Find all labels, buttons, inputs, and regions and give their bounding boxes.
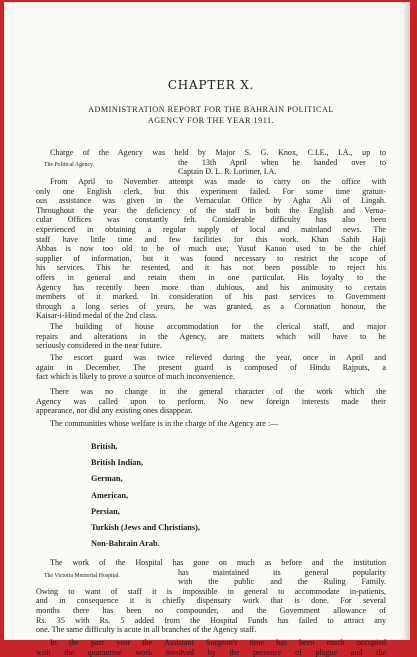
assistant-line: with the quarantine work involved by the presence of plague and the [36, 647, 386, 657]
sidenote-victoria-hospital: The Victoria Memorial Hospital. [44, 572, 120, 579]
april-line: Kaisar-i-Hind medal of the 2nd class. [36, 311, 158, 321]
charge-line-1: Charge of the Agency was held by Major S. G. Knox, C.I.E., I.A., up to [50, 148, 386, 157]
paragraph-hospital [36, 558, 386, 635]
community-item: Turkish (Jews and Christians), [91, 522, 200, 532]
hospital-line: months there has been no compounder, and the Government allowance of [36, 605, 386, 615]
building-line: repairs and alterations in the Agency, are matters which will have to be [36, 331, 386, 341]
report-title [36, 105, 386, 126]
charge-line-3: Captain D. L. R. Lorimer, I.A. [178, 167, 277, 177]
april-line: only one English clerk, but this experiment failed. For some time gratuit- [36, 186, 386, 196]
charge-with-sidenote [36, 158, 386, 177]
hospital-line: The work of the Hospital has gone on much as before and the institution [50, 558, 386, 567]
april-line: Abbas is now too old to be of much use; Yusuf Kanoo used to be the chief [36, 244, 386, 254]
sidenote-political-agency: The Political Agency. [44, 161, 95, 168]
escort-line: again in December. The present guard is composed of Hindu Rajputs, a [36, 362, 386, 372]
charge-line-2: the 13th April when he handed over to [178, 157, 386, 167]
hospital-line: with the public and the Ruling Family. [178, 577, 386, 587]
no-change-line: There was no change in the general character of the work which the [50, 387, 386, 396]
hospital-line: one. The same difficulty is acute in all branches of the Agency staff. [36, 625, 257, 635]
page-gutter [404, 2, 410, 640]
april-line: From April to November attempt was made to carry on the office with [50, 177, 386, 186]
community-item: Non-Bahrain Arab. [91, 539, 160, 549]
paragraph-assistant [36, 638, 386, 657]
community-item: British, [91, 442, 118, 451]
april-line: cular Offices was constantly felt. Considerable difficulty has also been [36, 215, 386, 225]
april-line: supplier of information, but it was found necessary to restrict the scope of [36, 253, 386, 263]
april-line: through a long series of years, he was granted, as a Coronation honour, the [36, 301, 386, 311]
community-item: American, [91, 490, 129, 500]
escort-line: The escort guard was twice relieved during the year, once in April and [50, 353, 386, 362]
escort-line: fact which is likely to prove a source of much inconvenience. [36, 372, 235, 382]
no-change-line: Agency was called upon to perform. No new foreign interests made their [36, 396, 386, 406]
april-line: his services. This he resented, and it has not been possible to reject his [36, 263, 386, 273]
community-item: German, [91, 474, 123, 484]
april-line: members of it marked. In consideration of his past services to Government [36, 292, 386, 302]
book-page [4, 2, 410, 657]
assistant-line: In the past year the Assistant Surgeon's time has been much occupied [50, 638, 386, 647]
paragraph-escort [36, 353, 386, 382]
community-item: British Indian, [91, 458, 144, 468]
no-change-line: appearance, nor did any existing ones disappear. [36, 406, 193, 416]
hospital-line: and in consequence it is chiefly dispensary work that is done. For several [36, 596, 386, 606]
april-line: ous assistance was given in the Vernacular Office by Agha Ali of Lingah. [36, 196, 386, 206]
report-title-line-2: AGENCY FOR THE YEAR 1911. [147, 115, 275, 125]
building-line: seriously considered in the near future. [36, 341, 162, 351]
april-line: experienced in obtaining a regular supply of local and mainland news. The [36, 224, 386, 234]
paragraph-communities: The communities whose welfare is in the charge of the Agency are :— [50, 419, 279, 428]
report-title-line-1: ADMINISTRATION REPORT FOR THE BAHRAIN POLITICAL [88, 105, 334, 114]
hospital-line: has maintained its general popularity [178, 567, 386, 577]
hospital-line: Rs. 35 with Rs. 5 added from the Hospital Funds has failed to attract any [36, 615, 386, 625]
april-line: Throughout the year the deficiency of the staff in both the English and Verna- [36, 205, 386, 215]
building-line: The building of house accommodation for the clerical staff, and major [50, 322, 386, 331]
chapter-heading: CHAPTER X. [167, 78, 255, 92]
april-line: Agency has recently been more than dubious, and his animosity to certain [36, 282, 386, 292]
paragraph-charge [36, 148, 386, 177]
april-line: staff have little time and few facilities for this work. Khan Sahib Haji [36, 234, 386, 244]
paragraph-no-change [36, 387, 386, 416]
community-item: Persian, [91, 506, 120, 516]
paragraph-building [36, 322, 386, 351]
hospital-line: Owing to want of staff it is impossible in general to accommodate in-patients, [36, 586, 386, 596]
communities-list [91, 442, 200, 555]
april-line: offers in general and retain them in one particular. His loyalty to the [36, 272, 386, 282]
hospital-with-sidenote [36, 568, 386, 587]
paragraph-april [36, 177, 386, 321]
